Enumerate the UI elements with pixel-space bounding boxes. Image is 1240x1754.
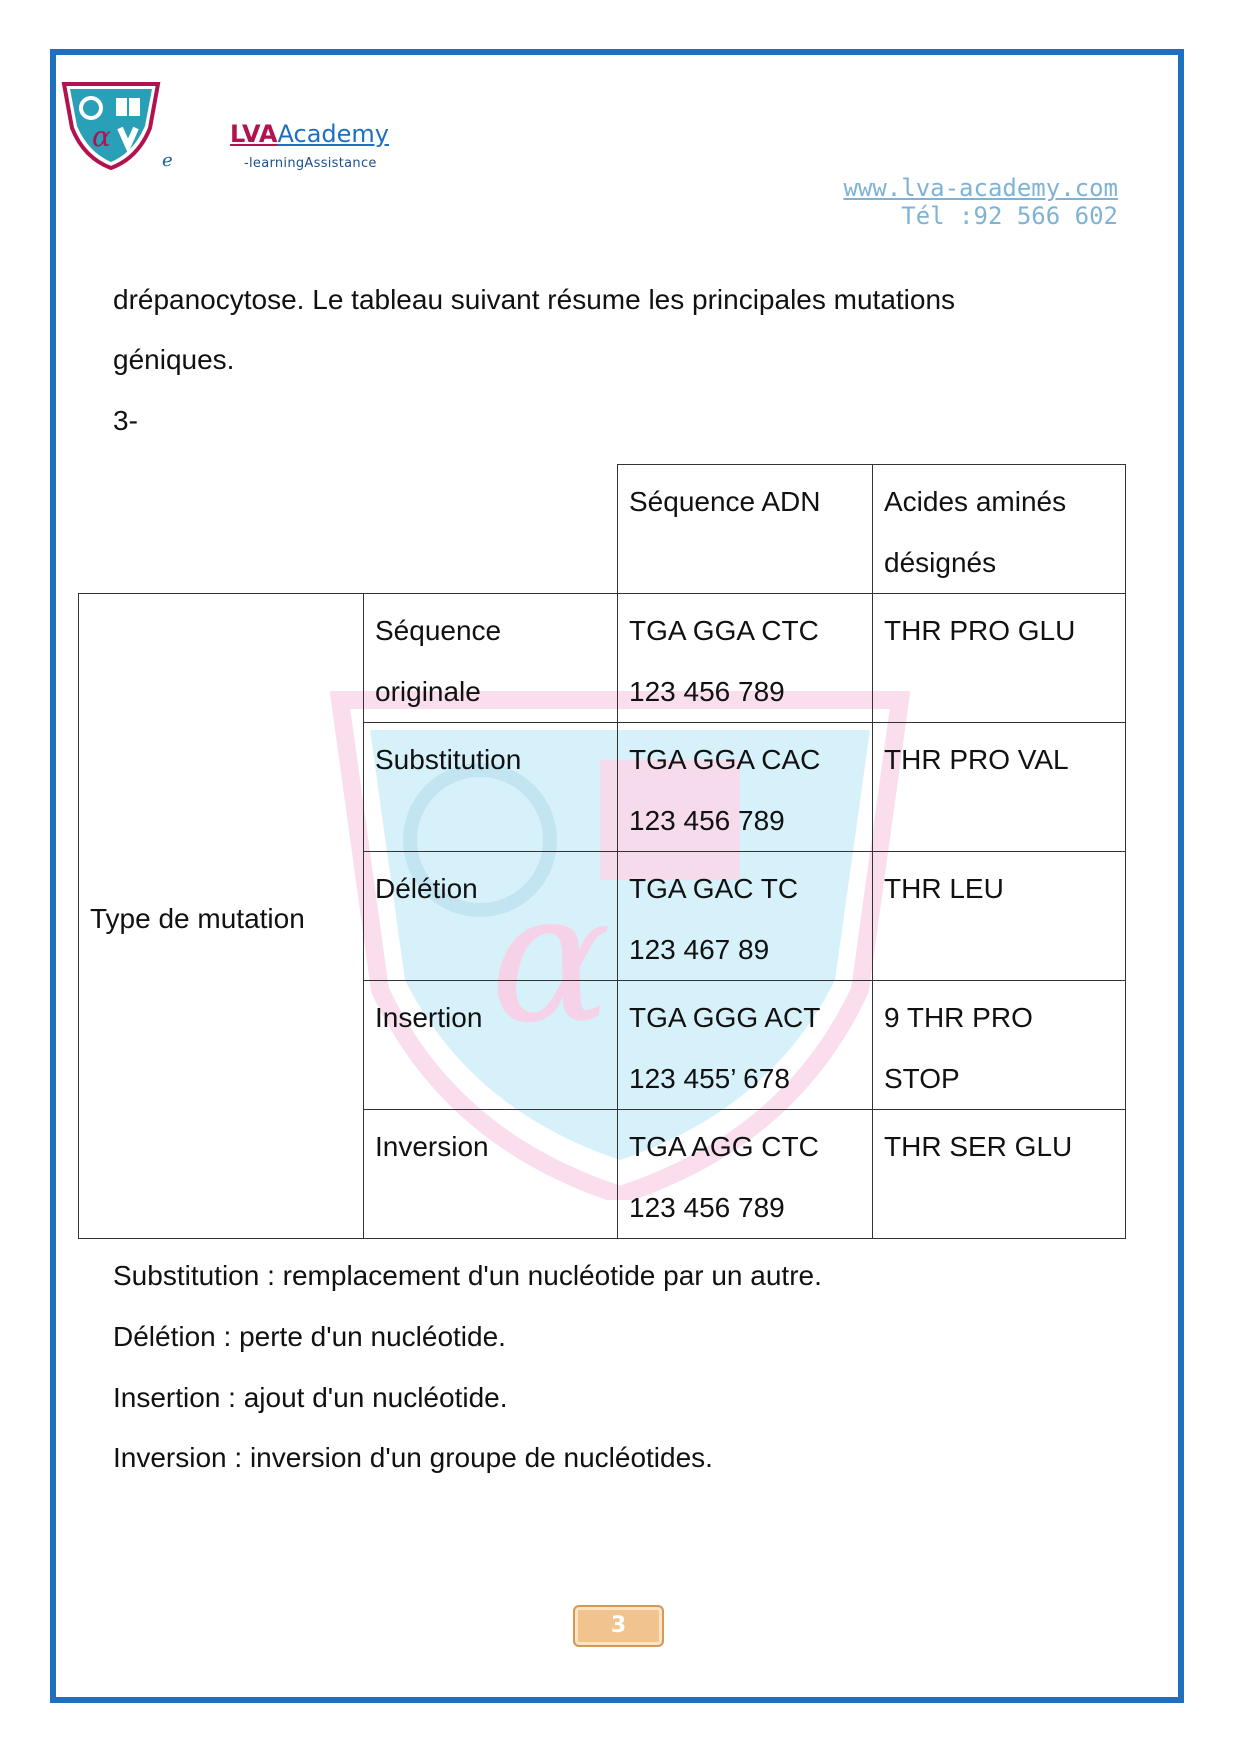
nucleotide-positions: 123 456 789 — [629, 805, 785, 836]
mutation-type-cell — [364, 594, 618, 723]
sequence-cell — [618, 852, 873, 981]
row-group-label: Type de mutation — [90, 903, 305, 934]
sequence-cell — [618, 594, 873, 723]
definition-deletion: Délétion : perte d'un nucléotide. — [113, 1321, 506, 1352]
phone-number: Tél :92 566 602 — [901, 202, 1118, 230]
amino-acids: THR SER GLU — [884, 1131, 1073, 1162]
dna-sequence: TGA GGA CTC — [629, 615, 819, 646]
mutation-type: Délétion — [375, 873, 478, 904]
row-group-label-cell — [79, 594, 364, 1239]
nucleotide-positions: 123 467 89 — [629, 934, 770, 965]
contact-block — [843, 174, 1118, 230]
mutation-type-cell — [364, 981, 618, 1110]
academy-shield-logo-icon — [58, 80, 164, 170]
nucleotide-positions: 123 455’ 678 — [629, 1063, 790, 1094]
mutation-type-cell — [364, 723, 618, 852]
mutation-type: Séquence — [375, 615, 502, 646]
dna-sequence: TGA GGA CAC — [629, 744, 821, 775]
amino-acids-cell — [873, 852, 1126, 981]
brand-lva: LVA — [230, 120, 278, 148]
mutation-type-line2: originale — [375, 676, 481, 707]
table-header-row — [79, 465, 1126, 594]
brand-academy: Academy — [277, 120, 389, 148]
amino-acids: 9 THR PRO STOP — [884, 1002, 1033, 1094]
amino-acids: THR PRO GLU — [884, 615, 1076, 646]
amino-acids-cell — [873, 981, 1126, 1110]
sequence-cell — [618, 1110, 873, 1239]
header-amino-cell — [873, 465, 1126, 594]
definition-insertion: Insertion : ajout d'un nucléotide. — [113, 1382, 508, 1413]
sequence-cell — [618, 723, 873, 852]
header-amino-line1: Acides aminés — [884, 486, 1067, 517]
dna-sequence: TGA GGG ACT — [629, 1002, 821, 1033]
empty-cell — [79, 465, 364, 594]
mutation-table — [78, 464, 1126, 1239]
dna-sequence: TGA AGG CTC — [629, 1131, 819, 1162]
intro-line-2: géniques. — [113, 344, 235, 375]
logo-letter: e — [162, 150, 173, 171]
sequence-cell — [618, 981, 873, 1110]
mutation-type-cell — [364, 852, 618, 981]
header-sequence-cell — [618, 465, 873, 594]
amino-acids-cell — [873, 594, 1126, 723]
amino-acids: THR LEU — [884, 873, 1004, 904]
table-row — [79, 594, 1126, 723]
brand-tagline: -learningAssistance — [244, 156, 377, 171]
mutation-type: Substitution — [375, 744, 522, 775]
svg-text:α: α — [92, 120, 111, 153]
dna-sequence: TGA GAC TC — [629, 873, 799, 904]
mutation-type: Insertion — [375, 1002, 483, 1033]
amino-acids-cell — [873, 1110, 1126, 1239]
amino-acids-cell — [873, 723, 1126, 852]
header-sequence: Séquence ADN — [629, 486, 821, 517]
nucleotide-positions: 123 456 789 — [629, 676, 785, 707]
website-link[interactable]: www.lva-academy.com — [843, 174, 1118, 202]
definition-substitution: Substitution : remplacement d'un nucléotide par un autre. — [113, 1260, 822, 1291]
question-number: 3- — [113, 405, 138, 436]
mutation-type: Inversion — [375, 1131, 489, 1162]
empty-cell — [364, 465, 618, 594]
svg-text:α: α — [490, 854, 612, 1063]
header-amino-line2: désignés — [884, 547, 997, 578]
intro-line-1: drépanocytose. Le tableau suivant résume les principales mutations — [113, 284, 956, 315]
nucleotide-positions: 123 456 789 — [629, 1192, 785, 1223]
amino-acids: THR PRO VAL — [884, 744, 1069, 775]
page-number-badge: 3 — [573, 1605, 664, 1647]
brand-name — [230, 120, 389, 148]
mutation-type-cell — [364, 1110, 618, 1239]
definition-inversion: Inversion : inversion d'un groupe de nucléotides. — [113, 1442, 713, 1473]
